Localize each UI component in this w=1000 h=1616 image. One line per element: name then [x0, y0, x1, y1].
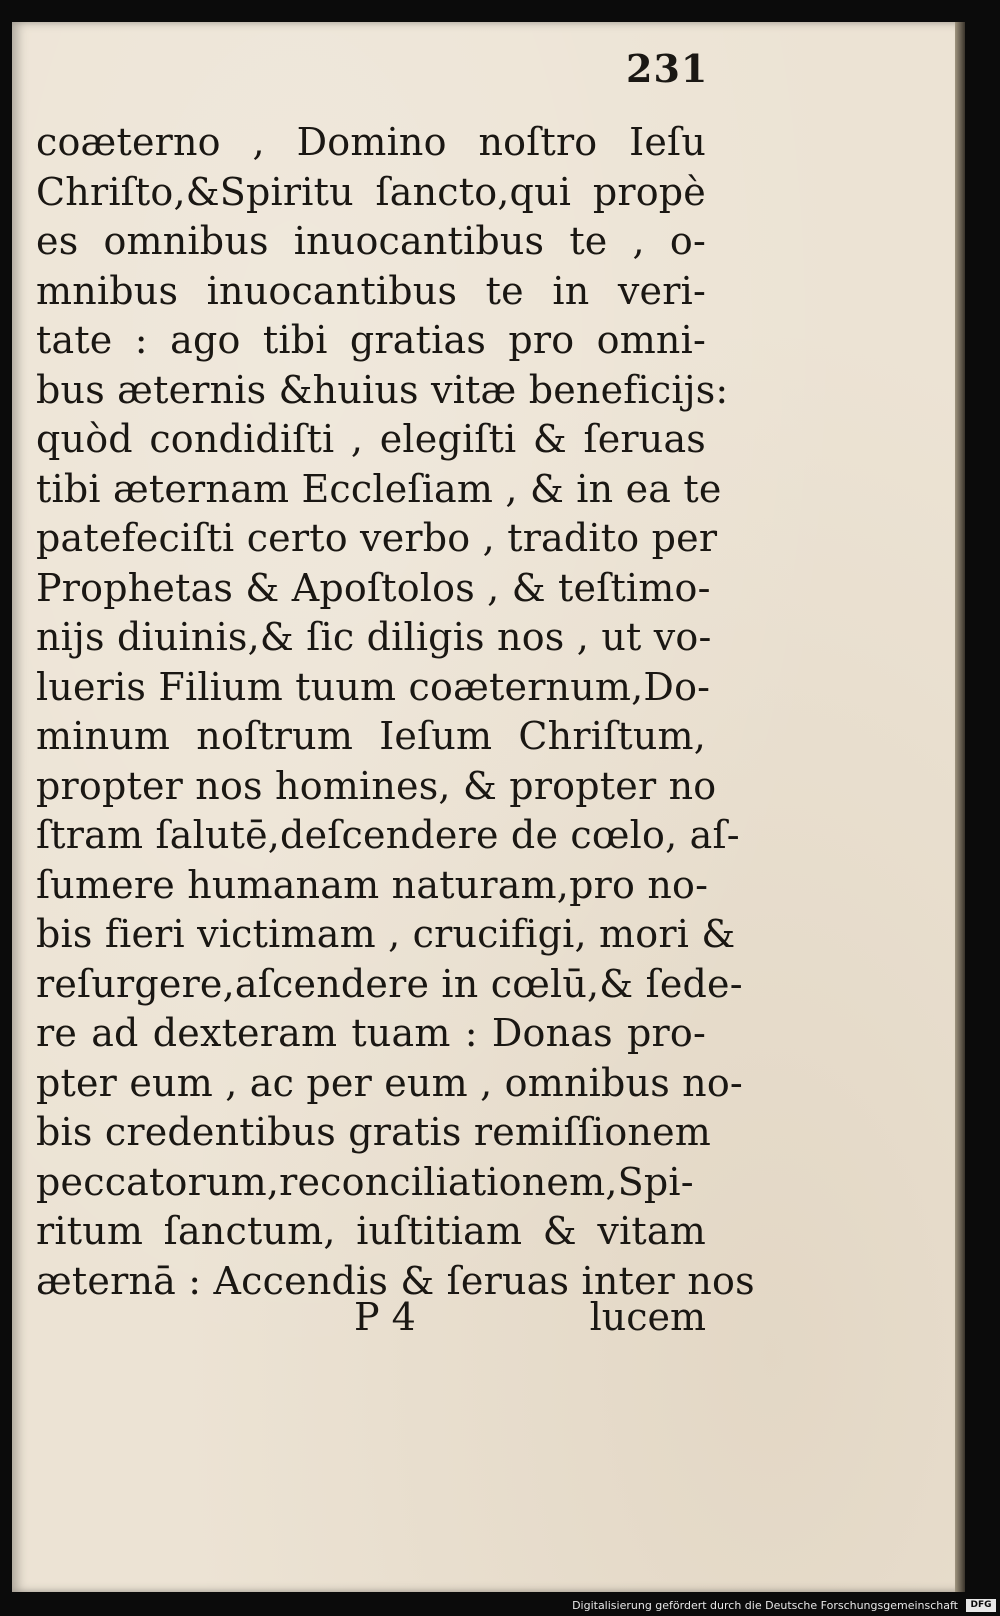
text-line: patefeciſti certo verbo , tradito per: [36, 516, 718, 560]
text-line: æternā : Accendis & ſeruas inter nos: [36, 1258, 755, 1303]
text-line: Chriſto,&Spiritu ſancto,qui propè: [36, 169, 706, 214]
text-line: es omnibus inuocantibus te , o-: [36, 219, 706, 263]
footer-credit: Digitalisierung gefördert durch die Deutsche Forschungsgemeinschaft: [572, 1599, 958, 1612]
text-line: ſumere humanam naturam,pro no-: [36, 862, 709, 907]
body-text: [36, 118, 755, 1306]
text-line: pter eum , ac per eum , omnibus no-: [36, 1060, 743, 1105]
text-line: quòd condidiſti , elegiſti & ſeruas: [36, 417, 706, 461]
page-edge: [955, 22, 965, 1592]
text-line: tate : ago tibi gratias pro omni-: [36, 318, 706, 362]
text-line: bis credentibus gratis remiſſionem: [36, 1110, 712, 1154]
text-line: coæterno , Domino noſtro Ieſu: [36, 120, 706, 164]
signature-mark: P 4: [354, 1295, 416, 1339]
page-number: 231: [626, 46, 709, 91]
text-line: mnibus inuocantibus te in veri-: [36, 268, 706, 313]
text-line: bus æternis &huius vitæ beneficijs:: [36, 367, 729, 412]
text-line: propter nos homines, & propter no: [36, 763, 717, 808]
text-line: Prophetas & Apoſtolos , & teſtimo-: [36, 565, 711, 610]
text-line: lueris Filium tuum coæternum,Do-: [36, 664, 711, 709]
text-line: re ad dexteram tuam : Donas pro-: [36, 1011, 706, 1055]
text-line: bis fieri victimam , crucifigi, mori &: [36, 912, 736, 956]
text-line: tibi æternam Eccleſiam , & in ea te: [36, 466, 722, 511]
text-line: nijs diuinis,& ſic diligis nos , ut vo-: [36, 615, 712, 659]
signature-line: [36, 1292, 706, 1342]
text-line: peccatorum,reconciliationem,Spi-: [36, 1159, 694, 1204]
dfg-logo: DFG: [966, 1599, 996, 1612]
text-line: reſurgere,aſcendere in cœlū,& ſede-: [36, 961, 743, 1006]
text-line: minum noſtrum Ieſum Chriſtum,: [36, 714, 706, 758]
catchword: lucem: [589, 1295, 706, 1339]
text-line: ſtram ſalutē,deſcendere de cœlo, aſ-: [36, 813, 740, 857]
text-line: ritum ſanctum, iuſtitiam & vitam: [36, 1209, 706, 1253]
footer-bar: [0, 1594, 1000, 1616]
